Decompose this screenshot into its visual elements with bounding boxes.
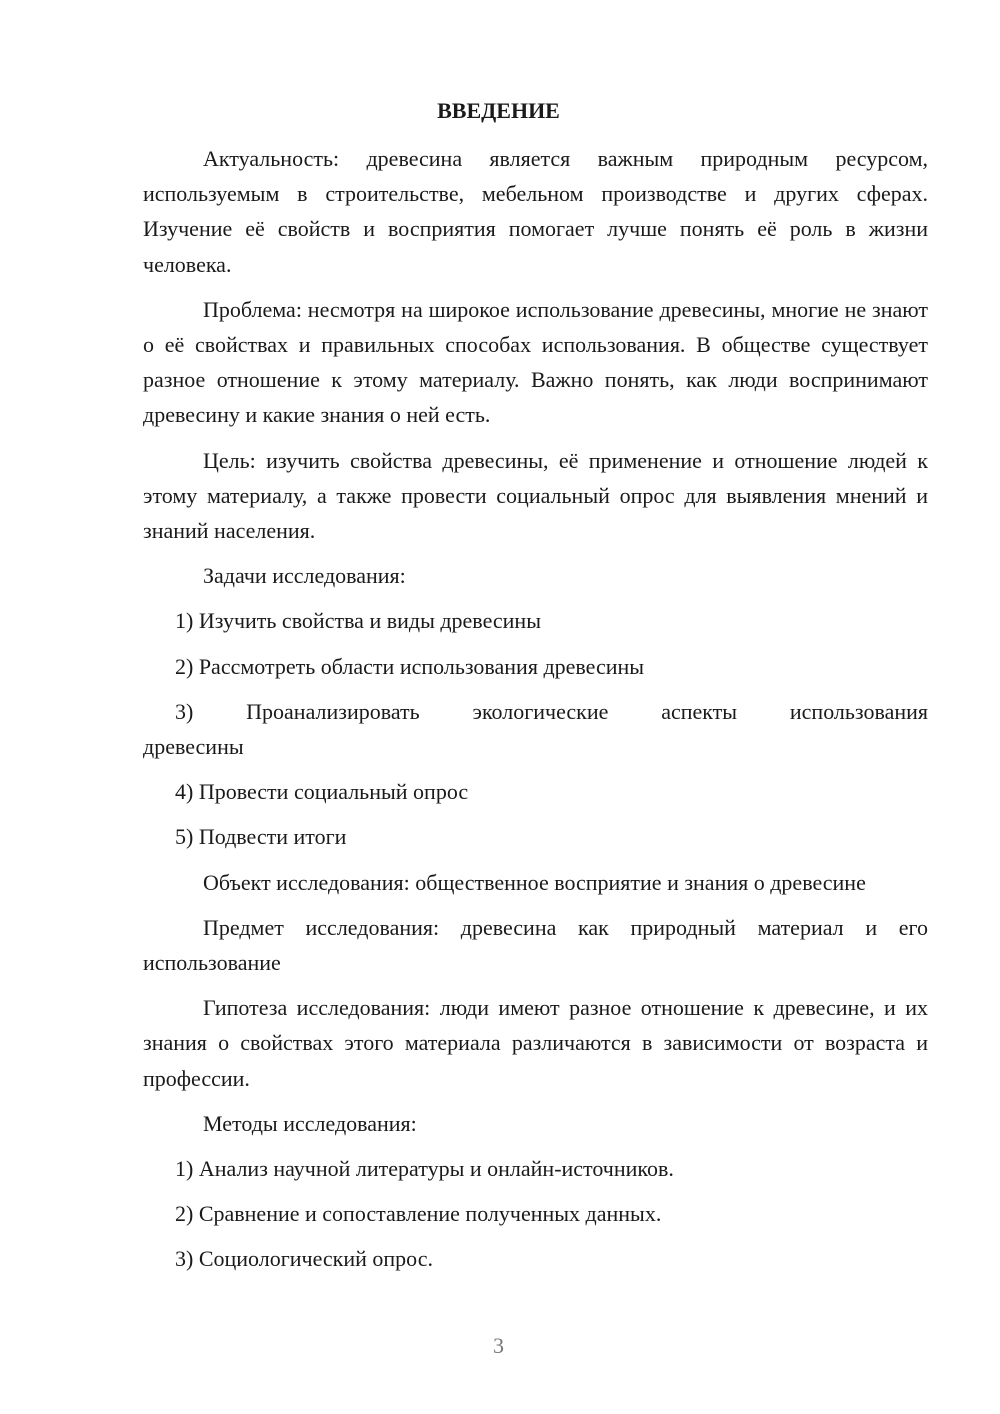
task-item: 3) Проанализировать экологические аспекты использования [175,698,928,724]
methods-title: Методы исследования: [203,1110,417,1136]
goal-paragraph: Цель: изучить свойства древесины, её применение и отношение людей к этому материалу, а также провести социальный опрос для выявления мнений и знаний населения. [143,447,928,544]
method-item: 1) Анализ научной литературы и онлайн-источников. [175,1156,674,1182]
document-page [143,0,928,1414]
subject-paragraph: Предмет исследования: древесина как природный материал и его использование [143,914,928,976]
hypothesis-paragraph: Гипотеза исследования: люди имеют разное отношение к древесине, и их знания о свойствах этого материала различаются в зависимости от возраста и профессии. [143,995,928,1091]
task-item: 2) Рассмотреть области использования древесины [175,653,645,679]
document-body [143,141,928,1287]
method-item: 2) Сравнение и сопоставление полученных данных. [175,1201,662,1227]
page-number: 3 [493,1333,504,1358]
relevance-paragraph: Актуальность: древесина является важным природным ресурсом, используемым в строительстве, мебельном производстве и других сферах. Изучение её свойств и восприятия помогает лучше понять её роль в жизни человека. [143,146,928,277]
object-paragraph: Объект исследования: общественное восприятие и знания о древесине [203,869,866,895]
task-item: 5) Подвести итоги [175,824,347,850]
tasks-title: Задачи исследования: [203,563,406,589]
page-title: ВВЕДЕНИЕ [437,98,560,123]
task-item: 1) Изучить свойства и виды древесины [175,608,541,634]
method-item: 3) Социологический опрос. [175,1246,433,1272]
task-item: 4) Провести социальный опрос [175,779,469,805]
problem-paragraph: Проблема: несмотря на широкое использование древесины, многие не знают о её свойствах и правильных способах использования. В обществе существует разное отношение к этому материалу. Важно понять, как люди воспринимают древесину и какие знания о ней есть. [143,296,928,428]
task-item-continuation: древесины [143,734,244,760]
